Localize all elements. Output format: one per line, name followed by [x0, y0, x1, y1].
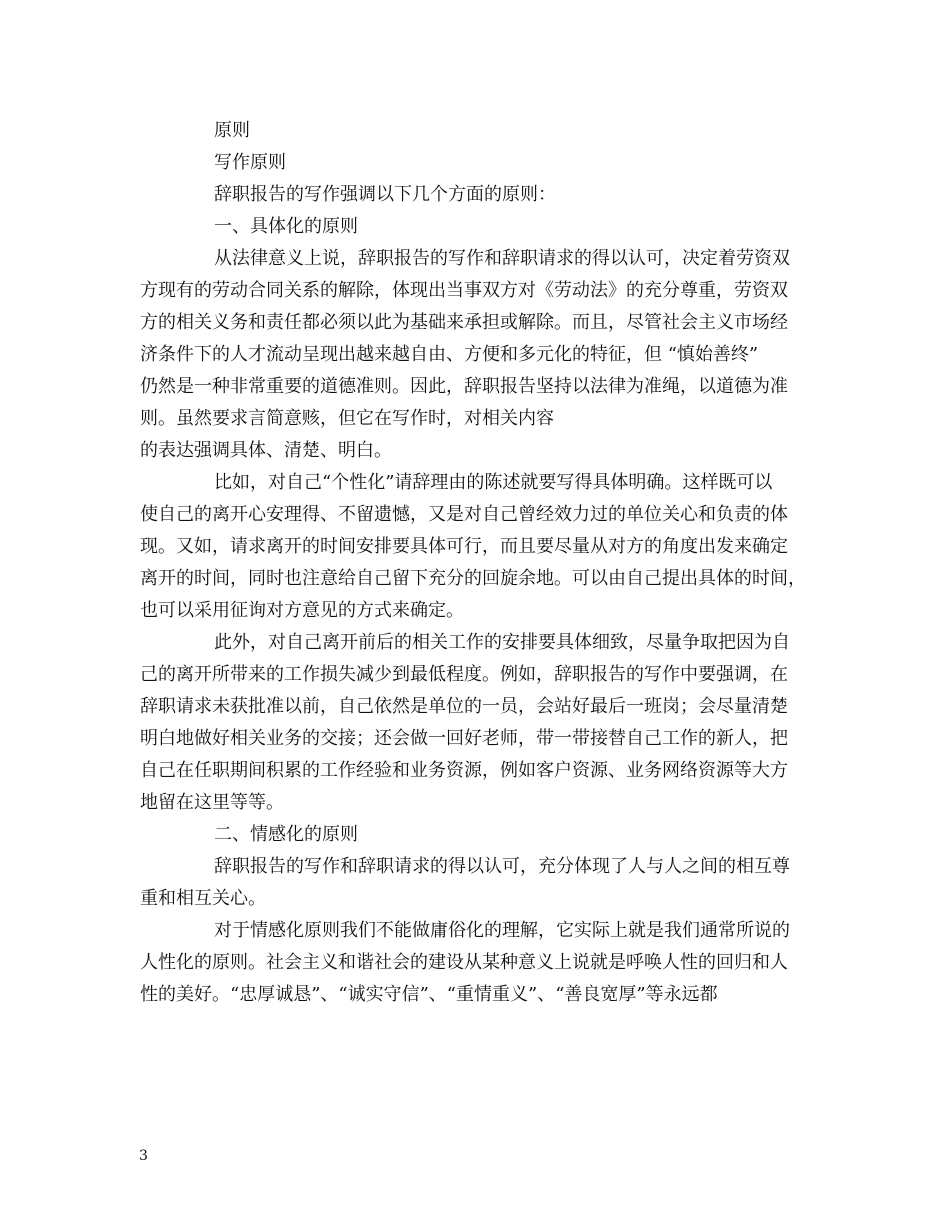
text-line: 从法律意义上说，辞职报告的写作和辞职请求的得以认可，决定着劳资双 — [214, 248, 790, 269]
text-line: 离开的时间，同时也注意给自己留下充分的回旋余地。可以由自己提出具体的时间， — [140, 568, 806, 589]
text-line: 原则 — [214, 120, 250, 141]
text-line: 二、情感化的原则 — [214, 824, 358, 845]
text-line: 辞职报告的写作强调以下几个方面的原则： — [214, 184, 556, 205]
text-line: 写作原则 — [214, 152, 286, 173]
text-line: 一、具体化的原则 — [214, 216, 358, 237]
text-line: 此外，对自己离开前后的相关工作的安排要具体细致，尽量争取把因为自 — [214, 632, 790, 653]
text-line: 比如，对自己“个性化”请辞理由的陈述就要写得具体明确。这样既可以 — [214, 472, 773, 493]
text-line: 使自己的离开心安理得、不留遗憾，又是对自己曾经效力过的单位关心和负责的体 — [140, 504, 788, 525]
text-line: 己的离开所带来的工作损失减少到最低程度。例如，辞职报告的写作中要强调，在 — [140, 664, 788, 685]
text-line: 则。虽然要求言简意赅，但它在写作时，对相关内容 — [140, 408, 554, 429]
text-line: 辞职请求未获批准以前，自己依然是单位的一员，会站好最后一班岗；会尽量清楚 — [140, 696, 788, 717]
text-line: 对于情感化原则我们不能做庸俗化的理解，它实际上就是我们通常所说的 — [214, 920, 790, 941]
text-line: 仍然是一种非常重要的道德准则。因此，辞职报告坚持以法律为准绳，以道德为准 — [140, 376, 788, 397]
text-line: 重和相互关心。 — [140, 888, 266, 909]
document-body — [140, 115, 820, 1011]
text-line: 人性化的原则。社会主义和谐社会的建设从某种意义上说就是呼唤人性的回归和人 — [140, 952, 788, 973]
text-line: 济条件下的人才流动呈现出越来越自由、方便和多元化的特征，但 “慎始善终” — [140, 344, 759, 365]
text-line: 地留在这里等等。 — [140, 792, 284, 813]
text-line: 的表达强调具体、清楚、明白。 — [140, 440, 392, 461]
text-line: 现。又如，请求离开的时间安排要具体可行，而且要尽量从对方的角度出发来确定 — [140, 536, 788, 557]
text-line: 性的美好。“忠厚诚恳”、“诚实守信”、“重情重义”、“善良宽厚”等永远都 — [140, 984, 718, 1005]
text-line: 自己在任职期间积累的工作经验和业务资源，例如客户资源、业务网络资源等大方 — [140, 760, 788, 781]
text-line: 方现有的劳动合同关系的解除，体现出当事双方对《劳动法》的充分尊重，劳资双 — [140, 280, 788, 301]
text-line: 也可以采用征询对方意见的方式来确定。 — [140, 600, 464, 621]
page-number: 3 — [139, 1148, 148, 1164]
text-line: 方的相关义务和责任都必须以此为基础来承担或解除。而且，尽管社会主义市场经 — [140, 312, 788, 333]
text-line: 辞职报告的写作和辞职请求的得以认可，充分体现了人与人之间的相互尊 — [214, 856, 790, 877]
text-line: 明白地做好相关业务的交接；还会做一回好老师，带一带接替自己工作的新人，把 — [140, 728, 788, 749]
